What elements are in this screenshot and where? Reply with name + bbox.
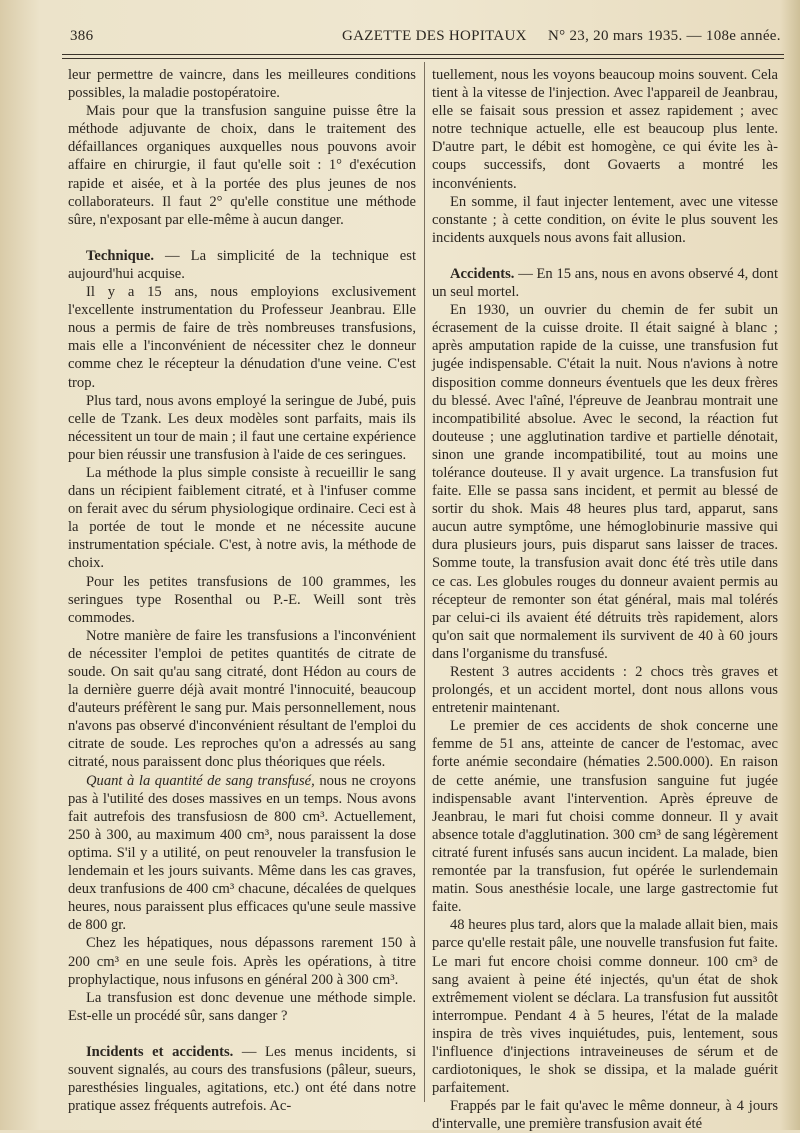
page-header xyxy=(70,28,782,50)
paragraph: Mais pour que la transfusion sanguine puisse être la méthode adjuvante de choix, dans le traitement des défaillances organiques auxquelles nous pouvons avoir affaire en chirurgie, il faut qu'elle soit : 1° d'exécution rapide et aisée, et à la portée des plus jeunes de nos collaborateurs. Il faut 2° qu'elle constitue une méthode sûre, n'exposant par elle-même à aucun danger. xyxy=(68,103,416,228)
section-lead: — La simplicité de la technique est aujourd'hui acquise. xyxy=(68,247,416,282)
paragraph: Frappés par le fait qu'avec le même donneur, à 4 jours d'intervalle, une première transfusion avait été xyxy=(432,1098,778,1133)
paragraph: Il y a 15 ans, nous employions exclusivement l'excellente instrumentation du Professeur Jeanbrau. Elle nous a permis de faire de très nombreuses transfusions, mais elle a l'inconvénient de nécessiter chez le donneur comme chez le récepteur la dénudation d'une veine. C'est trop. xyxy=(68,284,416,391)
paragraph: En somme, il faut injecter lentement, avec une vitesse constante ; à cette condition, on évite le plus souvent les incidents auxquels nous avons fait allusion. xyxy=(432,193,778,246)
paragraph: 48 heures plus tard, alors que la malade allait bien, mais parce qu'elle restait pâle, une nouvelle transfusion fut faite. Le mari fut encore choisi comme donneur. 100 cm³ de sang avaient à peine été injectés, qu'un état de shok extrêmement violent se déclara. La transfusion fut aussitôt interrompue. Pendant 4 à 5 heures, l'état de la malade inspira de très vives inquiétudes, puis, lentement, sous l'influence d'injections intraveineuses de sérum et de cardiotoniques, le shok se dissipa, et la malade guérit parfaitement. xyxy=(432,917,778,1097)
italic-lead: Quant à la quantité de sang transfusé, xyxy=(86,772,315,789)
right-column xyxy=(432,66,778,1133)
paragraph: La transfusion est donc devenue une méthode simple. Est-elle un procédé sûr, sans danger ? xyxy=(68,989,416,1024)
paragraph: leur permettre de vaincre, dans les meilleures conditions possibles, la maladie postopératoire. xyxy=(68,67,416,102)
paragraph-text: nous ne croyons pas à l'utilité des doses massives en un temps. Nous avons fait autrefois des transfusiosn de 800 cm³. Actuellement, 250 à 300, au maximum 400 cm³, nous paraissent la dose optima. S'il y a utilité, on peut renouveler la transfusion le lendemain et les jours suivants. Même dans les cas graves, deux tranfusions de 400 cm³ chacune, décalées de quelques heures, nous paraissent plus efficaces qu'une seule massive de 800 gr. xyxy=(68,772,416,934)
section-title: Technique. xyxy=(86,247,154,264)
paragraph: Chez les hépatiques, nous dépassons rarement 150 à 200 cm³ en une seule fois. Après les opérations, à titre prophylactique, nous infusons en général 200 à 300 cm³. xyxy=(68,935,416,988)
paragraph: En 1930, un ouvrier du chemin de fer subit un écrasement de la cuisse droite. Il était saigné à blanc ; après amputation rapide de la cuisse, une transfusion fut jugée indispensable. C'était la nuit. Nous n'avions à notre disposition comme donneurs éventuels que les deux frères du blessé. Avec l'aîné, l'épreuve de Jeanbrau montrait une incompatibilité absolue. Avec le second, la réaction fut douteuse ; une agglutination tardive et partielle dénotait, sinon une grande incompatibilité, tout au moins une tolérance douteuse. Il y avait urgence. La transfusion fut faite. Elle se passa sans incident, et permit au blessé de sortir du shok. Mais 48 heures plus tard, apparut, sans aucun autre symptôme, une hémoglobinurie massive qui dura plusieurs jours, puis disparut sans laisser de traces. Somme toute, la transfusion avait donc été très utile dans ce cas. Les globules rouges du donneur avaient permis au récepteur de remonter son état général, mais mal tolérés par celui-ci ils avaient été détruits très rapidement, alors qu'on sait que normalement ils survivent de 40 à 60 jours dans l'organisme du transfusé. xyxy=(432,302,778,662)
paragraph: Restent 3 autres accidents : 2 chocs très graves et prolongés, et un accident mortel, dont nous allons vous entretenir maintenant. xyxy=(432,664,778,717)
paragraph: Notre manière de faire les transfusions a l'inconvénient de nécessiter l'emploi de petites quantités de citrate de soude. On sait qu'au sang citraté, dont Hédon au cours de la dernière guerre déjà avait montré l'innocuité, beaucoup d'auteurs préfèrent le sang pur. Mais personnellement, nous n'avons pas observé d'inconvénient résultant de l'emploi du citrate de soude. Les reproches qu'on a adressés au sang citraté, nous paraissent donc plus théoriques que réels. xyxy=(68,627,416,771)
journal-title: GAZETTE DES HOPITAUX xyxy=(342,28,527,44)
left-column xyxy=(68,66,416,1115)
header-rule xyxy=(62,58,784,59)
section-title: Incidents et accidents. xyxy=(86,1043,234,1060)
paragraph: Plus tard, nous avons employé la seringue de Jubé, puis celle de Tzank. Les deux modèles sont parfaits, mais ils nécessitent un tour de main ; il faut une certaine expérience pour bien réussir une transfusion à l'aide de ces seringues. xyxy=(68,392,416,463)
issue-info: N° 23, 20 mars 1935. — 108e année. xyxy=(548,28,781,44)
section-title: Accidents. xyxy=(450,265,515,282)
page-number: 386 xyxy=(70,28,94,44)
section-incidents xyxy=(68,1043,416,1115)
header-rule xyxy=(62,54,784,55)
section-technique xyxy=(68,247,416,283)
paragraph xyxy=(68,772,416,935)
paragraph: Le premier de ces accidents de shok concerne une femme de 51 ans, atteinte de cancer de l'estomac, avec forte anémie secondaire (hématies 2.500.000). En raison de cette anémie, une transfusion sanguine fut jugée indispensable avant l'intervention. Après épreuve de Jeanbrau, le mari fut choisi comme donneur. Il y avait absence totale d'agglutination. 300 cm³ de sang légèrement citraté furent infusés sans aucun incident. La malade, bien remontée par la transfusion, fut opérée le surlendemain matin. Sous anesthésie locale, une large gastrectomie fut faite. xyxy=(432,718,778,916)
paragraph: Pour les petites transfusions de 100 grammes, les seringues type Rosenthal ou P.-E. Weill sont très commodes. xyxy=(68,573,416,626)
paragraph: tuellement, nous les voyons beaucoup moins souvent. Cela tient à la vitesse de l'injection. Avec l'appareil de Jeanbrau, elle se faisait sous pression et assez rapidement ; avec notre technique actuelle, elle est beaucoup plus lente. D'autre part, le débit est homogène, ce qui évite les à-coups successifs, dont Govaerts a montré les inconvénients. xyxy=(432,67,778,192)
column-divider xyxy=(424,62,425,1102)
section-lead: — Les menus incidents, si souvent signalés, au cours des transfusions (pâleur, sueurs, paresthésies linguales, agitations, etc.) ont été dans notre pratique assez fréquents autrefois. Ac- xyxy=(68,1043,416,1115)
section-lead: — En 15 ans, nous en avons observé 4, dont un seul mortel. xyxy=(432,265,778,301)
paragraph: La méthode la plus simple consiste à recueillir le sang dans un récipient faiblement citraté, et à l'infuser comme on ferait avec du sérum physiologique ordinaire. Ceci est à la portée de tout le monde et ne nécessite aucune instrumentation spéciale. C'est, à notre avis, la méthode de choix. xyxy=(68,464,416,572)
section-accidents xyxy=(432,265,778,301)
